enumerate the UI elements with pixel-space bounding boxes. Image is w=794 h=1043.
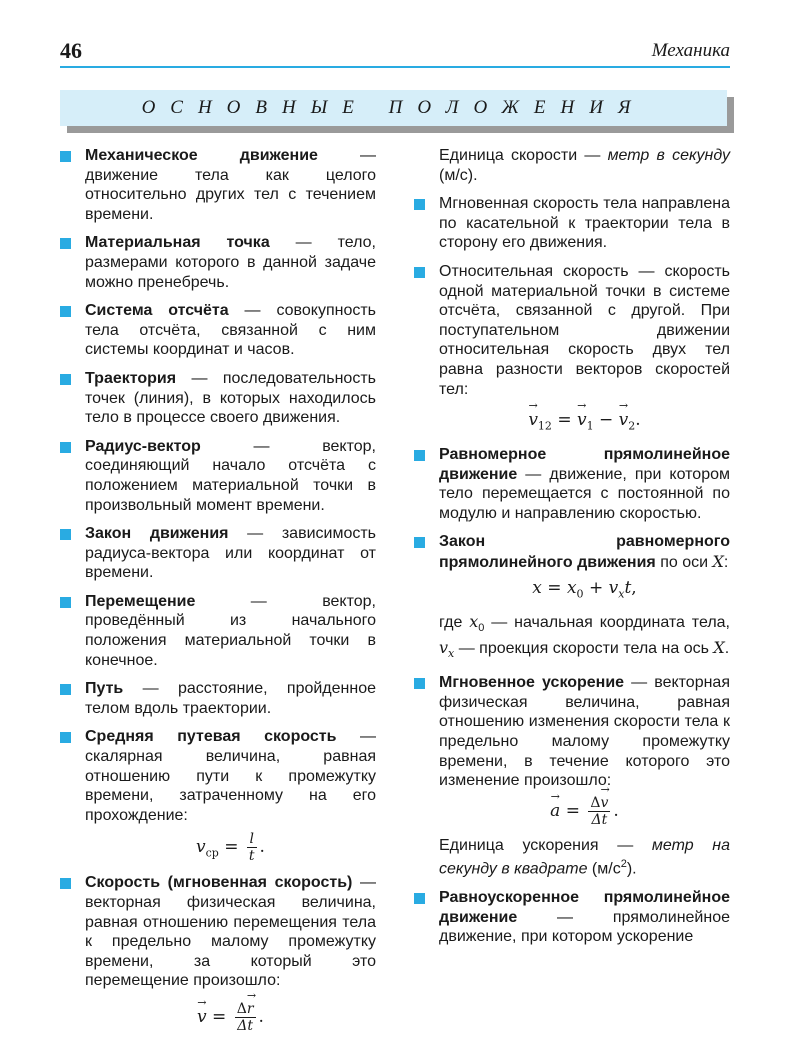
formula-subscript: ср	[205, 846, 219, 860]
text-span: ).	[626, 860, 637, 878]
formula-operator: −	[593, 410, 619, 431]
formula-symbol: x	[469, 611, 479, 631]
term: Закон равномерного прямолинейного движения	[439, 533, 730, 572]
formula-subscript: 0	[576, 587, 584, 601]
definition-item	[60, 524, 376, 583]
term: Средняя путевая скорость	[85, 728, 337, 746]
definition-item	[60, 592, 376, 670]
superscript: 2	[620, 858, 627, 871]
vector-symbol: → v	[619, 411, 629, 431]
formula-uniform-motion	[439, 579, 730, 604]
delta-symbol: Δ	[236, 1000, 247, 1017]
term: Равномерное прямолинейное движение	[439, 446, 730, 483]
definition-item	[60, 146, 376, 224]
term: Закон движения	[85, 525, 229, 543]
vector-symbol: → v	[528, 411, 538, 431]
axis-symbol: X	[713, 638, 725, 658]
formula-symbol: v	[439, 638, 449, 658]
bullet-square-icon	[60, 151, 71, 162]
formula-punctuation: .	[258, 1006, 264, 1027]
definition-item	[414, 262, 730, 436]
formula-symbol: x	[566, 577, 577, 598]
formula-punctuation: .	[259, 837, 265, 858]
formula-acceleration	[439, 795, 730, 828]
text-span: (м/с	[587, 860, 621, 878]
formula-average-speed	[85, 831, 376, 864]
text-span: Единица скорости —	[439, 147, 608, 164]
term: Радиус-вектор	[85, 437, 201, 455]
bullet-square-icon	[60, 374, 71, 385]
bullet-square-icon	[60, 732, 71, 743]
formula-operator: =	[218, 837, 244, 858]
definition-item	[60, 727, 376, 864]
text-span: .	[724, 640, 730, 658]
formula-symbol: x	[532, 577, 542, 598]
bullet-square-icon	[414, 267, 425, 278]
term: Скорость (мгновенная скорость)	[85, 874, 353, 892]
definition-text: — тело, размерами которого в данной задаче можно пренебречь.	[85, 234, 377, 291]
text-span: где	[439, 613, 470, 631]
fraction-denominator: Δt	[237, 1017, 253, 1034]
formula-subscript: 1	[586, 419, 594, 433]
fraction	[247, 831, 257, 864]
banner-title: ОСНОВНЫЕ ПОЛОЖЕНИЯ	[141, 97, 646, 118]
fraction	[588, 795, 610, 828]
fraction-denominator: Δt	[591, 811, 608, 828]
bullet-square-icon	[60, 529, 71, 540]
paragraph	[414, 146, 730, 185]
definition-text: — вектор, проведённый из начального положения материальной точки в конечное.	[85, 592, 376, 669]
unit-name: метр на секунду в квадрате	[439, 836, 731, 878]
definition-item	[60, 369, 376, 428]
formula-punctuation: .	[613, 800, 619, 821]
header-rule	[60, 66, 730, 68]
formula-relative-velocity	[439, 411, 730, 436]
unit-name: метр в секунду	[607, 147, 730, 164]
text-span: — проекция скорости тела на ось	[454, 640, 714, 658]
section-title: Механика	[651, 40, 730, 61]
definition-text: Мгновенная скорость тела направлена по касательной к траектории тела в сторону его движения.	[439, 195, 730, 252]
definition-item	[60, 873, 376, 1034]
definition-item	[414, 532, 730, 664]
bullet-square-icon	[60, 238, 71, 249]
section-banner	[60, 90, 727, 126]
formula-subscript: x	[448, 647, 455, 661]
definition-item	[414, 445, 730, 523]
formula-subscript: 0	[478, 621, 485, 634]
bullet-square-icon	[60, 684, 71, 695]
bullet-square-icon	[60, 597, 71, 608]
fraction-numerator	[235, 1001, 256, 1018]
formula-operator: =	[206, 1006, 232, 1027]
right-column	[414, 146, 730, 956]
fraction-numerator	[588, 795, 610, 812]
definition-text: — последовательность точек (линия), в которых находилось тело в процессе своего движения.	[85, 369, 376, 427]
text-span: :	[723, 554, 729, 572]
definition-text: — векторная физическая величина, равная отношению перемещения тела к предельно малому промежутку времени, за который это перемещение произошло:	[85, 874, 376, 990]
definition-text: — движение тела как целого относительно других тел с течением времени.	[85, 147, 376, 223]
definition-text: — векторная физическая величина, равная отношению изменения скорости тела к предельно малому промежутку времени, в течение которого это изменение произошло:	[439, 674, 730, 790]
bullet-square-icon	[60, 878, 71, 889]
text-span: Единица ускорения —	[439, 836, 652, 854]
bullet-square-icon	[414, 199, 425, 210]
bullet-square-icon	[414, 537, 425, 548]
vector-symbol: → r	[247, 1001, 254, 1017]
definition-text: — совокупность тела отсчёта, связанной с ним системы координат и часов.	[85, 302, 377, 359]
formula-subscript: x	[618, 587, 625, 601]
definition-text: — расстояние, пройденное телом вдоль траектории.	[85, 680, 376, 717]
explanation-text	[439, 612, 730, 665]
term: Перемещение	[85, 592, 196, 610]
definition-item	[60, 233, 376, 292]
formula-operator: +	[583, 577, 609, 598]
text-span: — начальная координата тела,	[484, 613, 731, 631]
definition-item	[414, 673, 730, 879]
definition-item	[60, 437, 376, 515]
bullet-square-icon	[60, 442, 71, 453]
term: Механическое движение	[85, 147, 318, 164]
formula-operator: =	[551, 410, 577, 431]
formula-punctuation: .	[635, 410, 641, 431]
term: Система отсчёта	[85, 302, 229, 320]
formula-subscript: 2	[628, 419, 636, 433]
vector-symbol: → v	[601, 795, 609, 811]
term: Траектория	[85, 369, 177, 387]
definition-item	[414, 194, 730, 253]
text-span: (м/с).	[439, 166, 478, 184]
formula-symbol: t	[624, 577, 632, 598]
definition-text: — скалярная величина, равная отношению пути к промежутку времени, затраченному на его прохождение:	[85, 728, 376, 824]
bullet-square-icon	[60, 306, 71, 317]
term: Путь	[85, 680, 124, 698]
formula-symbol: v	[196, 837, 206, 858]
formula-symbol: v	[608, 577, 619, 598]
formula-velocity	[85, 1001, 376, 1034]
formula-operator: =	[560, 800, 586, 821]
definition-item	[60, 679, 376, 718]
definition-text: — зависимость радиуса-вектора или координат от времени.	[85, 525, 377, 582]
definition-item	[60, 301, 376, 360]
vector-symbol: → v	[197, 1008, 207, 1028]
term: Равноускоренное прямолинейное движение	[439, 889, 730, 926]
definition-text: — движение, при котором тело перемещается с постоянной по модулю и направлению скоростью.	[439, 465, 730, 522]
definition-text: — прямолинейное движение, при котором ускорение	[439, 908, 730, 946]
definition-item	[414, 888, 730, 947]
vector-symbol: → a	[550, 802, 560, 822]
vector-symbol: → v	[577, 411, 587, 431]
term: Материальная точка	[85, 234, 270, 252]
definition-text: Относительная скорость — скорость одной материальной точки в системе отсчёта, связанной с другой. При поступательном движении относительная скорость двух тел равна разности векторов скоростей тел:	[439, 262, 730, 398]
page-number: 46	[60, 38, 82, 63]
bullet-square-icon	[414, 450, 425, 461]
left-column	[60, 146, 376, 1043]
unit-text	[439, 836, 730, 880]
delta-symbol: Δ	[590, 794, 601, 811]
fraction-numerator: l	[247, 831, 257, 848]
definition-text: — вектор, соединяющий начало отсчёта с положением материальной точки в произвольный момент времени.	[85, 437, 376, 514]
axis-symbol: X	[712, 552, 724, 572]
formula-operator: =	[541, 577, 567, 598]
term: Мгновенное ускорение	[439, 674, 625, 692]
formula-subscript: 12	[537, 419, 552, 433]
fraction-denominator: t	[248, 848, 255, 865]
formula-punctuation: ,	[631, 577, 637, 598]
fraction	[235, 1001, 256, 1034]
bullet-square-icon	[414, 678, 425, 689]
bullet-square-icon	[414, 893, 425, 904]
definition-text: по оси	[655, 554, 713, 572]
